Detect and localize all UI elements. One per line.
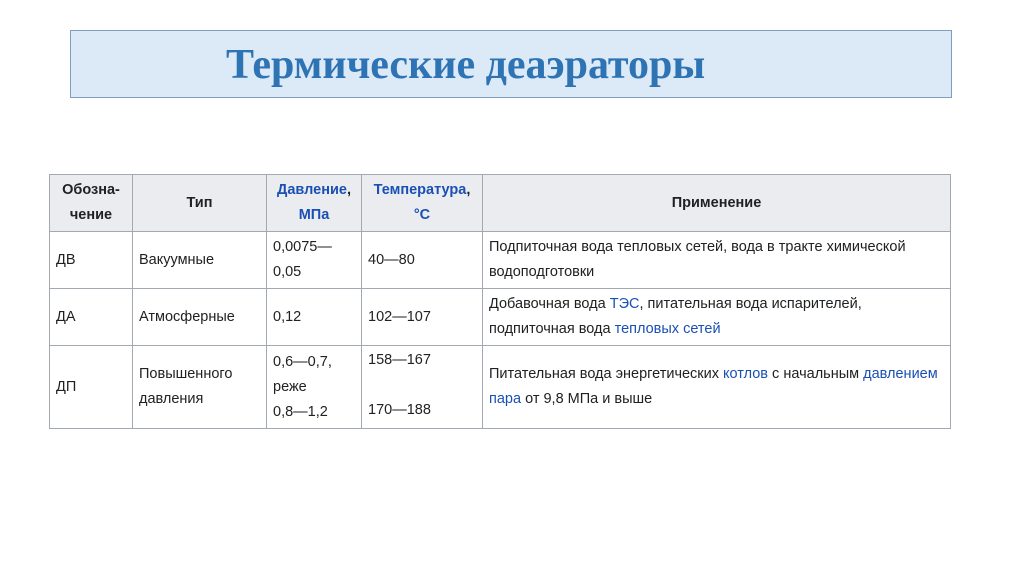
cell-temperature: [362, 346, 483, 429]
pressure-sep: ,: [346, 182, 351, 198]
cell-temperature: 40—80: [362, 232, 483, 289]
header-application: Применение: [483, 175, 951, 232]
table-row: [50, 346, 951, 429]
header-designation: [50, 175, 133, 232]
app-text: с начальным: [768, 366, 864, 382]
pressure-unit: МПа: [298, 207, 330, 223]
page-title: Термические деаэраторы: [226, 42, 706, 88]
cell-type: [133, 346, 267, 429]
type-line: давления: [139, 391, 204, 407]
pressure-line: 0,8—1,2: [273, 403, 328, 420]
title-banner: [70, 30, 952, 98]
app-text: Добавочная вода: [489, 296, 610, 312]
cell-pressure: [267, 346, 362, 429]
cell-designation: ДА: [50, 289, 133, 346]
header-designation-line2: чение: [69, 207, 113, 223]
app-text: , питательная вода испарителей, подпиточная вода: [489, 296, 862, 337]
boilers-link[interactable]: котлов: [723, 366, 769, 382]
cell-pressure: [267, 232, 362, 289]
cell-pressure: 0,12: [267, 289, 362, 346]
tes-link[interactable]: ТЭС: [609, 296, 640, 312]
cell-type: Атмосферные: [133, 289, 267, 346]
cell-designation: ДВ: [50, 232, 133, 289]
cell-temperature: 102—107: [362, 289, 483, 346]
temperature-unit: °C: [413, 207, 431, 223]
pressure-line: реже: [273, 378, 307, 395]
header-type: Тип: [133, 175, 267, 232]
cell-application: [483, 289, 951, 346]
heat-networks-link[interactable]: тепловых сетей: [614, 321, 721, 337]
cell-designation: ДП: [50, 346, 133, 429]
app-text: от 9,8 МПа и выше: [521, 391, 653, 407]
steam-pressure-link[interactable]: давлением пара: [489, 366, 938, 407]
pressure-line: 0,05: [273, 264, 302, 280]
cell-application: [483, 346, 951, 429]
pressure-link[interactable]: Давление: [277, 182, 347, 198]
deaerators-table: [49, 174, 951, 429]
temperature-sep: ,: [466, 182, 471, 198]
table-row: [50, 289, 951, 346]
cell-application: Подпиточная вода тепловых сетей, вода в тракте химической водоподготовки: [483, 232, 951, 289]
pressure-line: 0,0075—: [273, 239, 332, 255]
table-row: [50, 232, 951, 289]
header-pressure: [267, 175, 362, 232]
temperature-line: 158—167: [368, 352, 431, 368]
temperature-line: 170—188: [368, 402, 431, 418]
type-line: Повышенного: [139, 366, 233, 382]
cell-type: Вакуумные: [133, 232, 267, 289]
app-text: Питательная вода энергетических: [489, 366, 724, 382]
temperature-link[interactable]: Температура: [373, 182, 467, 198]
header-temperature: [362, 175, 483, 232]
pressure-line: 0,6—0,7,: [273, 353, 332, 370]
header-designation-line1: Обозна-: [62, 182, 120, 198]
table-header-row: [50, 175, 951, 232]
